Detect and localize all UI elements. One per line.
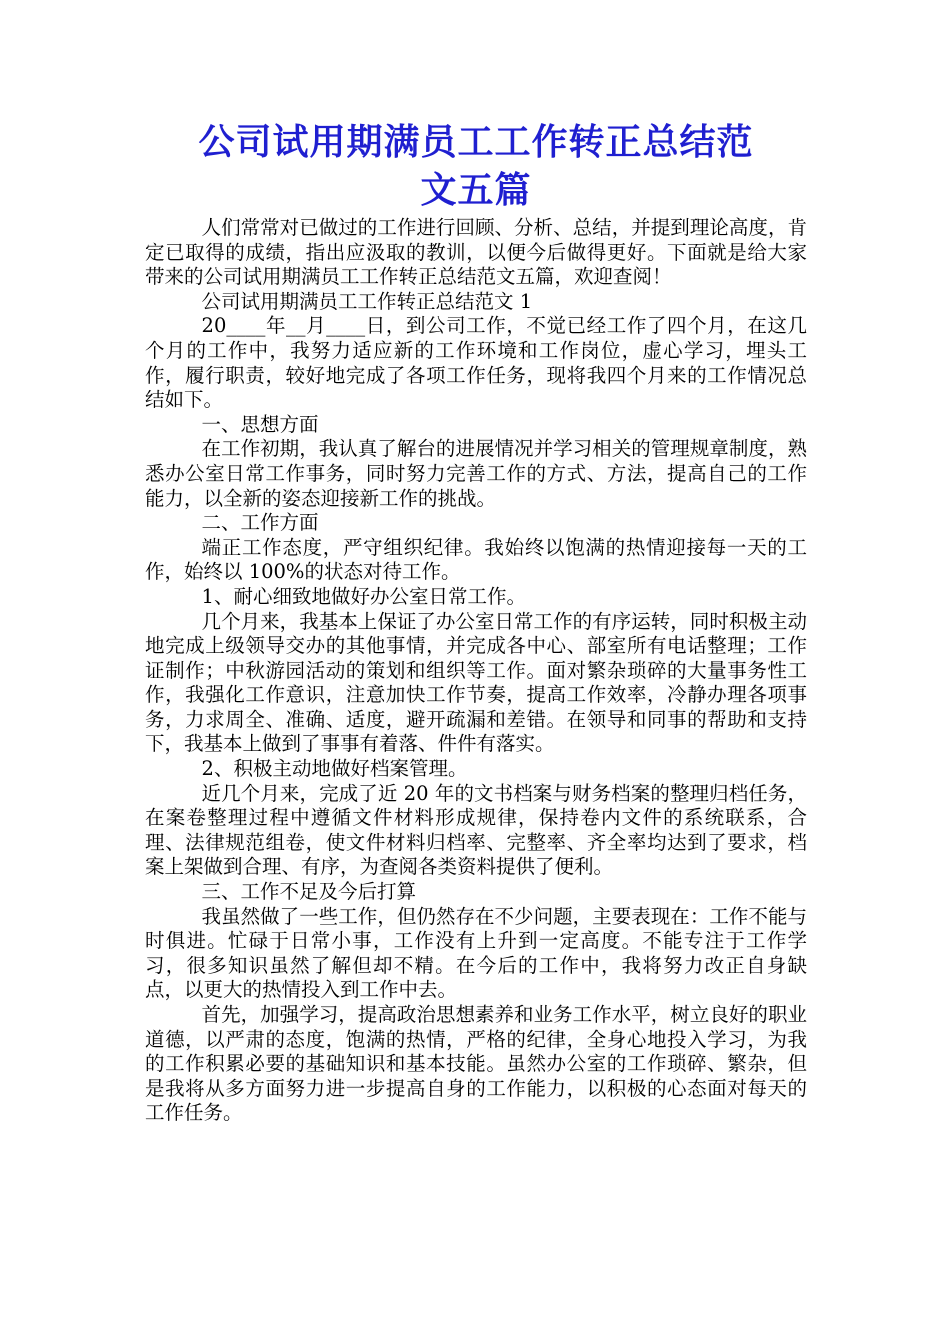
title-line-1: 公司试用期满员工工作转正总结范 xyxy=(198,121,754,163)
body-paragraph: 20____年__月____日，到公司工作，不觉已经工作了四个月，在这几个月的工作中，我努力适应新的工作环境和工作岗位，虚心学习，埋头工作，履行职责，较好地完成了各项工作任务，现将我四个月来的工作情况总结如下。 xyxy=(145,314,807,412)
heading-shortcomings: 三、工作不足及今后打算 xyxy=(201,880,417,904)
section-title-1: 公司试用期满员工工作转正总结范文 1 xyxy=(201,289,533,313)
title-line-2: 文五篇 xyxy=(420,169,532,211)
intro-paragraph: 人们常常对已做过的工作进行回顾、分析、总结，并提到理论高度，肯定已取得的成绩，指出应汲取的教训，以便今后做得更好。下面就是给大家带来的公司试用期满员工工作转正总结范文五篇，欢迎查阅！ xyxy=(145,216,807,289)
body-paragraph: 几个月来，我基本上保证了办公室日常工作的有序运转，同时积极主动地完成上级领导交办的其他事情，并完成各中心、部室所有电话整理；工作证制作；中秋游园活动的策划和组织等工作。面对繁杂琐碎的大量事务性工作，我强化工作意识，注意加快工作节奏，提高工作效率，冷静办理各项事务，力求周全、准确、适度，避开疏漏和差错。在领导和同事的帮助和支持下，我基本上做到了事事有着落、件件有落实。 xyxy=(145,609,807,756)
body-paragraph: 近几个月来，完成了近 20 年的文书档案与财务档案的整理归档任务，在案卷整理过程中遵循文件材料形成规律，保持卷内文件的系统联系，合理、法律规范组卷，使文件材料归档率、完整率、齐全率均达到了要求，档案上架做到合理、有序，为查阅各类资料提供了便利。 xyxy=(145,781,807,879)
heading-work: 二、工作方面 xyxy=(201,511,319,535)
document-body xyxy=(145,216,807,1126)
subheading-office: 1、耐心细致地做好办公室日常工作。 xyxy=(201,584,526,608)
body-paragraph: 首先，加强学习，提高政治思想素养和业务工作水平，树立良好的职业道德，以严肃的态度，饱满的热情，严格的纪律，全身心地投入学习，为我的工作积累必要的基础知识和基本技能。虽然办公室的工作琐碎、繁杂，但是我将从多方面努力进一步提高自身的工作能力，以积极的心态面对每天的工作任务。 xyxy=(145,1003,807,1125)
document-page xyxy=(145,118,807,1126)
document-title xyxy=(145,118,807,214)
body-paragraph: 我虽然做了一些工作，但仍然存在不少问题，主要表现在：工作不能与时俱进。忙碌于日常小事，工作没有上升到一定高度。不能专注于工作学习，很多知识虽然了解但却不精。在今后的工作中，我将努力改正自身缺点，以更大的热情投入到工作中去。 xyxy=(145,904,807,1002)
body-paragraph: 端正工作态度，严守组织纪律。我始终以饱满的热情迎接每一天的工作，始终以 100%的状态对待工作。 xyxy=(145,535,807,584)
subheading-archive: 2、积极主动地做好档案管理。 xyxy=(201,757,468,781)
body-paragraph: 在工作初期，我认真了解台的进展情况并学习相关的管理规章制度，熟悉办公室日常工作事务，同时努力完善工作的方式、方法，提高自己的工作能力，以全新的姿态迎接新工作的挑战。 xyxy=(145,437,807,510)
heading-thought: 一、思想方面 xyxy=(201,412,319,436)
